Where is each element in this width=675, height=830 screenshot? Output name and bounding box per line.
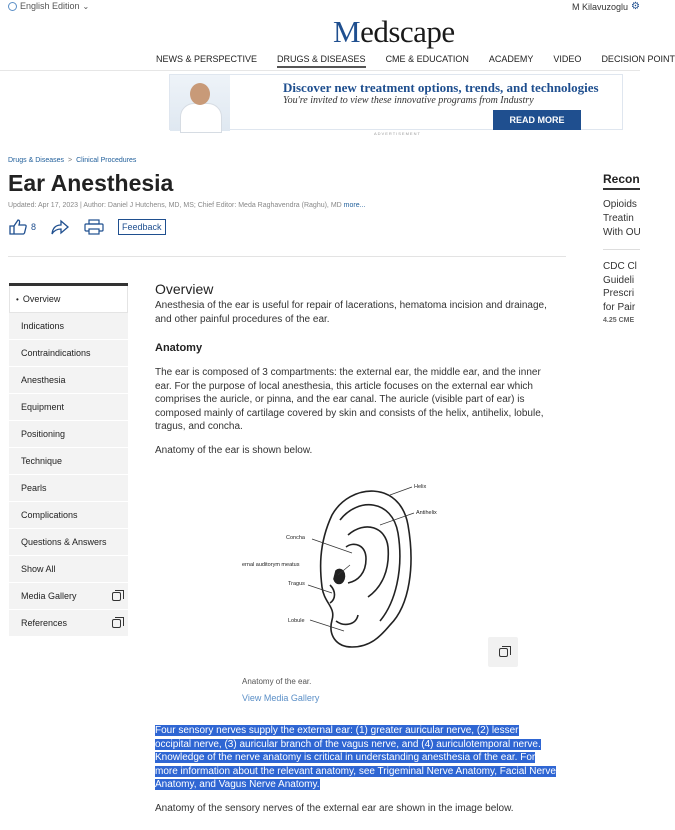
globe-icon: [8, 2, 17, 11]
anatomy-intro-text: Anatomy of the ear is shown below.: [155, 445, 313, 456]
like-count: 8: [31, 222, 37, 232]
canal-opening: [334, 569, 344, 583]
toc-label: Complications: [21, 510, 78, 520]
print-icon[interactable]: [84, 219, 104, 235]
breadcrumb: Drugs & Diseases > Clinical Procedures: [8, 157, 137, 164]
toc-label: Indications: [21, 321, 65, 331]
ad-label: ADVERTISEMENT: [374, 131, 421, 136]
more-authors-link[interactable]: more...: [343, 202, 366, 209]
ad-headline: Discover new treatment options, trends, and technologies: [283, 80, 599, 95]
toc-label: Anesthesia: [21, 375, 66, 385]
rec-cme-badge: 4.25 CME: [603, 317, 635, 324]
nerve-paragraph: [155, 724, 557, 792]
nav-cme[interactable]: CME & EDUCATION: [385, 54, 469, 64]
closing-text: Anatomy of the sensory nerves of the external ear are shown in the image below.: [155, 803, 514, 814]
toc-technique[interactable]: [9, 448, 128, 475]
article-meta: [8, 202, 365, 209]
share-icon[interactable]: [50, 219, 70, 235]
recommendation-divider: [603, 249, 640, 250]
media-gallery-icon: [112, 592, 121, 601]
breadcrumb-drugs-diseases[interactable]: Drugs & Diseases: [8, 157, 65, 164]
overview-section: [155, 281, 557, 297]
article-toolbar: [9, 219, 166, 235]
label-concha: Concha: [286, 535, 305, 541]
overview-paragraph: [155, 299, 557, 326]
toc-label: Equipment: [21, 402, 65, 412]
toc-label: Pearls: [21, 483, 47, 493]
feedback-button[interactable]: Feedback: [118, 219, 166, 235]
rec-line: Treatin: [603, 213, 634, 224]
toc-questions-answers[interactable]: [9, 529, 128, 556]
antihelix-fold: [348, 527, 388, 597]
label-tragus: Tragus: [288, 581, 305, 587]
figure-caption: Anatomy of the ear.: [242, 677, 312, 686]
recommendation-item-2[interactable]: [603, 260, 637, 328]
highlighted-text[interactable]: Four sensory nerves supply the external ear: (1) greater auricular nerve, (2) lesser occipital nerve, (3) auricular branch of the vagus nerve, and (4) auriculotemporal nerve. Knowledge of the nerve anatomy is critical in understanding anesthesia of the ear. For more information about the relevant anatomy, see Trigeminal Nerve Anatomy, Facial Nerve Anatomy, and Vagus Nerve Anatomy.: [155, 725, 556, 790]
ad-doctor-image: [170, 75, 230, 131]
helix-fold: [340, 505, 400, 621]
toc-pearls[interactable]: [9, 475, 128, 502]
breadcrumb-clinical-procedures[interactable]: Clinical Procedures: [76, 157, 137, 164]
toc-show-all[interactable]: [9, 556, 128, 583]
anatomy-paragraph: [155, 366, 557, 434]
label-helix: Helix: [414, 484, 427, 490]
anatomy-section: [155, 342, 557, 354]
nav-news[interactable]: NEWS & PERSPECTIVE: [156, 54, 258, 64]
gear-icon[interactable]: ⚙: [631, 1, 640, 12]
like-icon[interactable]: [9, 219, 27, 235]
anatomy-text: The ear is composed of 3 compartments: the external ear, the middle ear, and the inner ear. For the purpose of local anesthesia, this article focuses on the external ear which comprises the auricle, or pinna, and the ear canal. The auricle (visible part of ear) is composed mainly of cartilage covered by skin and consists of the helix, antihelix, lobule, tragus, and concha.: [155, 367, 544, 432]
ear-anatomy-figure[interactable]: [240, 475, 450, 675]
toc-media-gallery[interactable]: [9, 583, 128, 610]
toc-anesthesia[interactable]: [9, 367, 128, 394]
rec-line: Guideli: [603, 274, 635, 286]
label-lobule: Lobule: [288, 618, 305, 624]
toc-label: Show All: [21, 564, 56, 574]
toc-complications[interactable]: [9, 502, 128, 529]
toc-contraindications[interactable]: [9, 340, 128, 367]
toc-label: Contraindications: [21, 348, 91, 358]
ear-outline: [321, 491, 411, 647]
header-divider: [8, 256, 566, 257]
read-more-button[interactable]: READ MORE: [493, 110, 581, 130]
rec-line: Opioids: [603, 199, 637, 210]
toc-overview[interactable]: [9, 286, 128, 313]
rec-line: With OU: [603, 227, 641, 238]
overview-text: Anesthesia of the ear is useful for repair of lacerations, hematoma incision and drainage, and other painful procedures of the ear.: [155, 300, 547, 325]
section-nav: [9, 283, 128, 637]
rec-line: CDC Cl: [603, 261, 637, 272]
toc-indications[interactable]: [9, 313, 128, 340]
page-title: Ear Anesthesia: [8, 170, 174, 196]
nav-academy[interactable]: ACADEMY: [488, 54, 534, 64]
edition-selector[interactable]: [8, 1, 89, 11]
view-media-gallery-link[interactable]: View Media Gallery: [242, 693, 320, 703]
toc-references[interactable]: [9, 610, 128, 637]
lobule-fold: [336, 615, 358, 624]
nav-decision-point[interactable]: DECISION POINT: [601, 54, 675, 64]
toc-label: Technique: [21, 456, 63, 466]
nav-video[interactable]: VIDEO: [553, 54, 582, 64]
anatomy-intro-paragraph: [155, 444, 557, 458]
label-auditory-meatus: ernal auditorym meatus: [242, 562, 300, 568]
toc-positioning[interactable]: [9, 421, 128, 448]
medscape-logo[interactable]: Medscape: [333, 14, 455, 49]
toc-label: Questions & Answers: [21, 537, 107, 547]
toc-label: Positioning: [21, 429, 66, 439]
closing-paragraph: [155, 802, 557, 816]
expand-icon: [499, 648, 508, 657]
recommendation-item-1[interactable]: [603, 198, 663, 240]
rec-line: for Pair: [603, 301, 636, 313]
main-nav: [156, 54, 675, 68]
expand-image-button[interactable]: [488, 637, 518, 667]
ad-subline: You're invited to view these innovative programs from Industry: [283, 95, 534, 106]
toc-label: References: [21, 618, 68, 628]
toc-label: Media Gallery: [21, 591, 77, 601]
overview-heading: Overview: [155, 281, 214, 297]
media-gallery-icon: [112, 619, 121, 628]
user-menu[interactable]: [572, 1, 640, 12]
nav-divider: [0, 70, 640, 71]
anatomy-heading: Anatomy: [155, 342, 203, 354]
user-name: M Kilavuzoglu: [572, 1, 629, 12]
label-antihelix: Antihelix: [416, 510, 437, 516]
concha-fold: [346, 544, 366, 583]
chevron-down-icon: ⌄: [82, 1, 90, 11]
edition-label: English Edition: [20, 1, 80, 11]
nav-drugs-diseases[interactable]: DRUGS & DISEASES: [277, 54, 366, 68]
rec-line: Prescri: [603, 288, 635, 299]
toc-equipment[interactable]: [9, 394, 128, 421]
recommendations-rule: [603, 188, 640, 190]
tragus-fold: [330, 585, 335, 603]
article-byline: Updated: Apr 17, 2023 | Author: Daniel J Hutchens, MD, MS; Chief Editor: Meda Raghavendra (Raghu), MD: [8, 202, 342, 209]
ad-banner[interactable]: [169, 74, 623, 130]
toc-label: • Overview: [22, 294, 61, 304]
recommendations-heading: Recon: [603, 172, 640, 186]
